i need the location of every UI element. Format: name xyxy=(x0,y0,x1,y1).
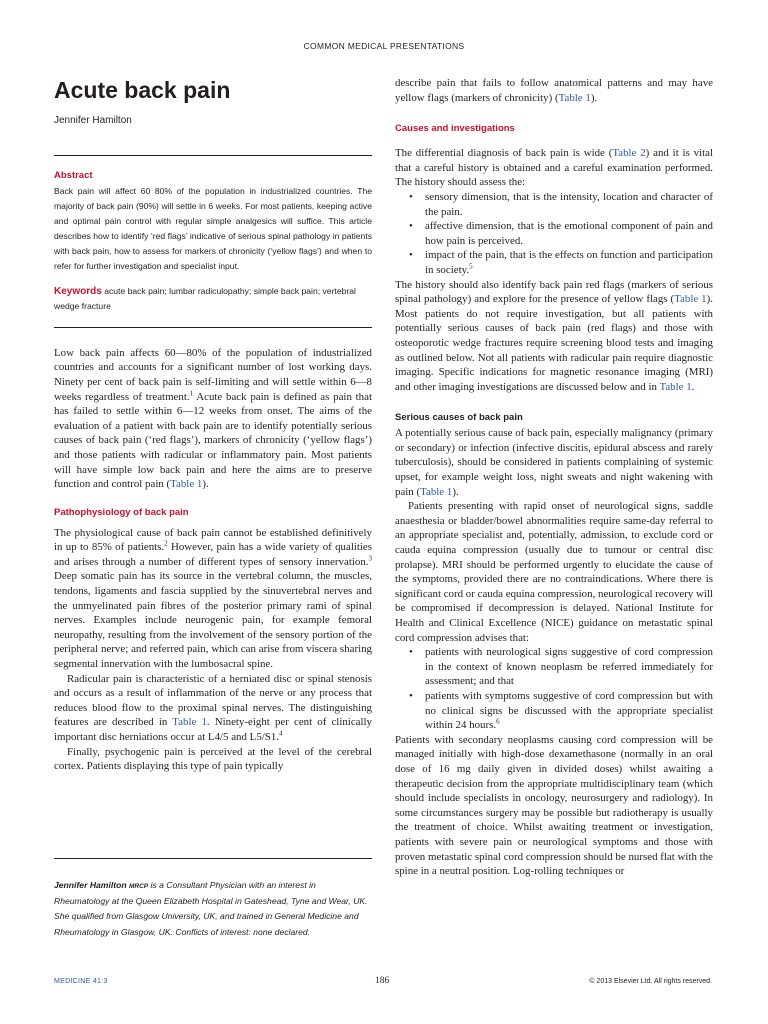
list-item: • sensory dimension, that is the intensity, location and character of the pain. xyxy=(409,190,713,218)
footnote-degree: MRCP xyxy=(128,883,149,890)
table-1-link[interactable]: Table 1 xyxy=(170,478,203,491)
citation-3: 3 xyxy=(368,554,372,563)
list-item: • affective dimension, that is the emotional component of pain and how pain is perceived. xyxy=(409,220,713,247)
abstract-top-rule xyxy=(54,155,372,156)
section-heading-causes: Causes and investigations xyxy=(395,123,515,135)
table-2-link[interactable]: Table 2 xyxy=(612,147,646,160)
patho-paragraph-2: Radicular pain is characteristic of a herniated disc or spinal stenosis and occurs as a result of inflammation of the nerve or any process that reduces blood flow to the proximal spinal nerves. The distinguishing features are described in Table 1. Ninety-eight per cent of clinically important disc herniations occur at L4/5 and L5/S1.$^4$ xyxy=(54,672,372,743)
footnote-rule xyxy=(54,858,372,859)
causes-paragraph-1: The differential diagnosis of back pain is wide (Table 2) and it is vital that a careful history is obtained and a careful examination performed. The history should assess the: xyxy=(395,147,713,189)
footnote-text: is a Consultant Physician with an interest in Rheumatology at the Queen Elizabeth Hospital in Gateshead, Tyne and Wear, UK. She qualified from Glasgow University, UK, and trained in General Medicine and Rheumatology in Glasgow, UK. Conflicts of interest: none declared. xyxy=(54,880,368,937)
citation-1: 1 xyxy=(189,388,194,397)
page-number: 186 xyxy=(375,976,390,986)
patho-paragraph-3: Finally, psychogenic pain is perceived at the level of the cerebral cortex. Patients displaying this type of pain typically xyxy=(54,745,372,773)
running-head: COMMON MEDICAL PRESENTATIONS xyxy=(303,41,465,51)
intro-paragraph: Low back pain affects 60—80% of the population of industrialized countries and accounts for a significant number of lost working days. Ninety per cent of back pain is self-limiting and will settle within 6—8 weeks regardless of treatment.$^1$ Acute back pain is defined as pain that has failed to settle within 6—12 weeks from onset. The aims of the evaluation of a patient with back pain are to identify potentially serious causes of back pain (‘red flags’), markers of chronicity (‘yellow flags’) and those patients with radicular or inflammatory pain. Most patients will have simple low back pain and here the aims are to preserve function and control pain (Table 1). xyxy=(54,346,372,491)
footer-copyright: © 2013 Elsevier Ltd. All rights reserved. xyxy=(589,978,712,985)
keywords-label: Keywords xyxy=(54,285,102,297)
citation-4: 4 xyxy=(279,729,283,738)
section-heading-pathophysiology: Pathophysiology of back pain xyxy=(54,506,189,518)
abstract-heading: Abstract xyxy=(54,170,93,181)
keywords xyxy=(54,284,372,314)
serious-paragraph-3: Patients with secondary neoplasms causing cord compression will be managed initially with high-dose dexamethasone (normally in an oral dose of 16 mg daily given in divided doses) whilst awaiting a therapeutic decision from the appropriate multidisciplinary team (which should include specialists in oncology, neurosurgery and radiology). In some circumstances surgery may be possible but radiotherapy is usually the treatment of choice. Whilst awaiting treatment or investigation, patients with severe pain or neurological symptoms and those with proven metastatic spinal cord compression should be nursed flat with the spine in a neutral position. Log-rolling techniques or xyxy=(395,733,713,878)
patho-paragraph-1: The physiological cause of back pain cannot be established definitively in up to 85% of patients.$^2$ However, pain has a wide variety of qualities and arises through a number of different types of sensory innervation.$^3$ Deep somatic pain has its source in the vertebral column, the muscles, tendons, ligaments and fascia supplied by the sinuvertebral nerves and the unmyelinated pain fibres of the posterior primary rami of spinal nerves. Examples include neurogenic pain, for example femoral neuropathy, resulting from the involvement of the sensory portion of the peripheral nerve; and referred pain, which can arise from viscera sharing segmental innervation with the lumbosacral spine. xyxy=(54,526,372,671)
footer-journal: MEDICINE 41:3 xyxy=(54,978,108,985)
subsection-heading-serious-causes: Serious causes of back pain xyxy=(395,412,523,424)
author-name: Jennifer Hamilton xyxy=(54,115,132,126)
table-1-link[interactable]: Table 1 xyxy=(172,716,207,729)
citation-5: 5 xyxy=(469,262,473,271)
left-column xyxy=(54,76,372,774)
serious-paragraph-1: A potentially serious cause of back pain, especially malignancy (primary or secondary) or infection (infective discitis, epidural abscess and rarely tuberculosis), should be considered in patients complaining of systemic upset, for example weight loss, night sweats and night wakening with pain (Table 1). xyxy=(395,427,713,498)
list-item: • impact of the pain, that is the effects on function and participation in society.$^5$ xyxy=(409,249,713,276)
citation-2: 2 xyxy=(164,539,168,548)
abstract-bottom-rule xyxy=(54,327,372,328)
causes-paragraph-2: The history should also identify back pain red flags (markers of serious spinal pathology) and explore for the presence of yellow flags (Table 1). Most patients do not require investigation, but all patients with potentially serious causes of back pain (red flags) and those with osteoporotic wedge fractures require screening blood tests and imaging as outlined below. Not all patients with radicular pain require diagnostic imaging. Specific indications for magnetic resonance imaging (MRI) and other imaging investigations are discussed below and in Table 1. xyxy=(395,278,713,393)
continued-paragraph: describe pain that fails to follow anatomical patterns and may have yellow flags (markers of chronicity) (Table 1). xyxy=(395,77,713,104)
table-1-link[interactable]: Table 1 xyxy=(659,380,692,393)
author-footnote xyxy=(54,878,372,940)
table-1-link[interactable]: Table 1 xyxy=(558,91,591,104)
list-item: • patients with symptoms suggestive of cord compression but with no clinical signs be discussed with the appropriate specialist within 24 hours.$^6$ xyxy=(409,689,713,732)
list-item: • patients with neurological signs suggestive of cord compression in the context of known neoplasm be referred immediately for assessment; and that xyxy=(409,646,713,688)
nice-guidance-bullet-list xyxy=(395,645,713,733)
serious-paragraph-2: Patients presenting with rapid onset of neurological signs, saddle anaesthesia or bladder/bowel abnormalities require same-day referral to an appropriate specialist and, potentially, admission, to exclude cord or cauda equina compression (usually due to tumour or central disc prolapse). MRI should be performed urgently to elucidate the cause of the symptoms, provided there are no contraindications. Where there is significant cord or cauda equina compression, neurological recovery will be compromised if decompression is delayed. National Institute for Health and Clinical Excellence (NICE) guidance on metastatic spinal cord compression advises that: xyxy=(395,500,713,644)
history-bullet-list xyxy=(395,190,713,278)
keywords-text: acute back pain; lumbar radiculopathy; simple back pain; vertebral wedge fracture xyxy=(54,285,356,311)
right-column xyxy=(395,76,713,879)
footnote-author-name: Jennifer Hamilton xyxy=(54,880,127,890)
article-title: Acute back pain xyxy=(54,77,231,103)
citation-6: 6 xyxy=(496,717,500,726)
table-1-link[interactable]: Table 1 xyxy=(420,485,453,498)
abstract-text: Back pain will affect 60 80% of the population in industrialized countries. The majority of back pain (90%) will settle in 6 weeks. For most patients, keeping active and optimal pain control with regular simple analgesics will suffice. This article describes how to identify ‘red flags’ indicative of serious spinal pathology in patients with back pain, how to assess for markers of chronicity (‘yellow flags’) and when to refer for further investigation and specialist input. xyxy=(54,186,372,272)
table-1-link[interactable]: Table 1 xyxy=(674,293,707,306)
